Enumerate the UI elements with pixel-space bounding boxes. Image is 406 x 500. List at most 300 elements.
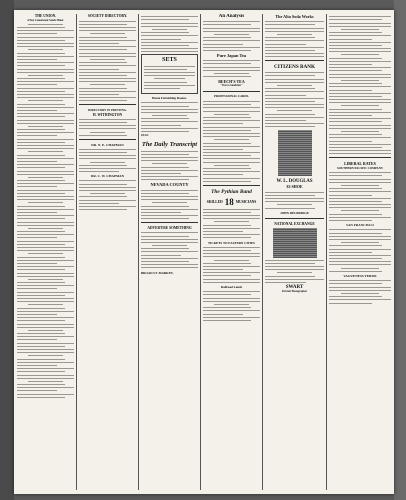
card-text	[79, 119, 136, 136]
text-line	[141, 167, 189, 168]
text-line	[17, 327, 74, 328]
text-line	[17, 241, 74, 242]
photographer-label: Portrait Photographer	[282, 290, 307, 294]
text-line	[28, 279, 62, 280]
text-line	[265, 260, 324, 261]
text-line	[329, 134, 382, 135]
text-line	[203, 256, 260, 257]
text-line	[79, 81, 136, 82]
text-line	[203, 101, 260, 102]
text-line	[329, 217, 391, 218]
text-line	[141, 199, 198, 200]
text-line	[17, 336, 74, 337]
text-line	[265, 104, 324, 105]
text-line	[203, 234, 260, 235]
text-line	[17, 311, 74, 312]
text-line	[17, 346, 65, 347]
text-line	[141, 102, 198, 103]
text-line	[79, 43, 119, 44]
text-line	[214, 221, 248, 222]
ad-text	[141, 102, 198, 132]
text-line	[203, 298, 260, 299]
text-line	[329, 144, 391, 145]
text-line	[144, 85, 195, 86]
text-line	[265, 195, 315, 196]
text-line	[79, 149, 136, 150]
text-line	[17, 257, 65, 258]
text-line	[141, 128, 198, 129]
text-line	[17, 123, 74, 124]
tea-title: Pure Japan Tea	[216, 53, 247, 59]
text-line	[329, 198, 391, 199]
text-line	[79, 56, 136, 57]
text-line	[329, 229, 391, 230]
text-line	[17, 282, 65, 283]
text-line	[203, 215, 260, 216]
ad-text	[329, 280, 391, 303]
text-line	[203, 247, 260, 248]
text-line	[203, 76, 251, 77]
text-line	[329, 23, 391, 24]
text-line	[329, 195, 372, 196]
county-title: NEVADA COUNTY	[150, 182, 189, 188]
text-line	[265, 95, 306, 96]
text-line	[141, 212, 181, 213]
text-line	[265, 192, 324, 193]
sets-ad-title: SETS	[162, 57, 177, 64]
text-line	[277, 85, 312, 86]
text-line	[203, 250, 251, 251]
text-line	[79, 171, 119, 172]
text-line	[17, 285, 74, 286]
text-line	[90, 84, 124, 85]
text-line	[329, 26, 391, 27]
text-line	[17, 247, 74, 248]
text-line	[203, 136, 260, 137]
text-line	[265, 198, 324, 199]
text-line	[17, 62, 74, 63]
text-line	[152, 29, 186, 30]
text-line	[79, 200, 136, 201]
text-line	[141, 176, 198, 177]
text-line	[329, 96, 382, 97]
text-line	[17, 94, 74, 95]
text-line	[17, 292, 74, 293]
card-text	[79, 180, 136, 210]
transcript-title: The Daily Transcript	[141, 141, 198, 149]
text-line	[214, 304, 248, 305]
text-line	[79, 158, 136, 159]
ad-text	[265, 21, 324, 57]
text-line	[203, 127, 260, 128]
text-line	[90, 33, 124, 34]
divider	[265, 218, 324, 219]
text-line	[144, 69, 187, 70]
text-line	[17, 91, 65, 92]
text-line	[17, 88, 74, 89]
text-line	[203, 21, 260, 22]
text-line	[265, 282, 306, 283]
text-line	[214, 260, 248, 261]
liberal-rates-title: LIBERAL RATES	[344, 161, 376, 167]
text-line	[329, 287, 391, 288]
professional-cards-header: PROFESSIONAL CARDS.	[213, 94, 249, 99]
text-line	[17, 215, 74, 216]
column-rule	[76, 14, 77, 490]
text-line	[265, 266, 324, 267]
text-line	[17, 260, 74, 261]
text-line	[214, 114, 248, 115]
text-line	[329, 64, 372, 65]
text-line	[141, 179, 189, 180]
text-line	[329, 39, 372, 40]
text-line	[214, 34, 248, 35]
text-line	[203, 294, 251, 295]
text-line	[17, 97, 74, 98]
swart-name: SWART	[285, 285, 304, 291]
text-line	[17, 155, 65, 156]
text-line	[79, 53, 136, 54]
text-line	[28, 202, 62, 203]
text-line	[17, 120, 74, 121]
text-line	[17, 158, 74, 159]
text-line	[17, 148, 74, 149]
text-line	[17, 288, 57, 289]
text-line	[329, 283, 382, 284]
text-line	[141, 255, 181, 256]
pythian-title: The Pythian Band	[211, 188, 252, 195]
text-line	[329, 42, 391, 43]
text-line	[329, 45, 382, 46]
text-line	[203, 70, 260, 71]
tickets-title: TICKETS TO EASTERN CITIES	[208, 240, 255, 245]
text-line	[203, 225, 251, 226]
column-subhead: A Past Connoisseur Sands Miner.	[27, 18, 64, 22]
text-line	[28, 253, 62, 254]
text-line	[329, 271, 382, 272]
text-line	[17, 314, 57, 315]
text-line	[141, 35, 198, 36]
text-line	[17, 387, 74, 388]
text-line	[265, 120, 306, 121]
text-line	[329, 102, 391, 103]
text-line	[17, 167, 65, 168]
text-line	[79, 40, 136, 41]
text-line	[265, 75, 315, 76]
text-line	[28, 355, 62, 356]
analysis-title: An Analysis	[218, 14, 245, 19]
text-line	[203, 28, 260, 29]
text-line	[17, 225, 74, 226]
text-line	[17, 81, 74, 82]
national-exchange-title: NATIONAL EXCHANGE	[274, 221, 315, 226]
text-line	[265, 88, 315, 89]
text-line	[203, 307, 251, 308]
text-line	[329, 83, 382, 84]
text-line	[28, 228, 62, 229]
text-line	[17, 362, 74, 363]
text-line	[329, 109, 382, 110]
ad-text	[203, 21, 260, 51]
text-line	[141, 206, 189, 207]
delbridge-name: JOHN DELBRIDGE	[280, 210, 309, 215]
text-line	[141, 218, 189, 219]
citizens-bank-title: CITIZENS BANK	[273, 64, 316, 71]
text-line	[79, 88, 127, 89]
text-line	[90, 59, 124, 60]
railroad-lands-title: Railroad Lands	[220, 285, 243, 290]
text-line	[265, 47, 324, 48]
text-line	[341, 80, 378, 81]
text-line	[265, 79, 324, 80]
text-line	[28, 177, 62, 178]
text-line	[203, 133, 260, 134]
text-line	[17, 110, 57, 111]
text-line	[265, 269, 324, 270]
text-line	[79, 168, 136, 169]
text-line	[17, 199, 74, 200]
text-line	[17, 129, 65, 130]
text-line	[17, 266, 74, 267]
left-margin-backdrop	[0, 0, 14, 500]
text-line	[28, 49, 62, 50]
text-line	[341, 268, 378, 269]
society-directory-header: SOCIETY DIRECTORY.	[87, 14, 128, 18]
text-line	[329, 67, 391, 68]
text-line	[329, 32, 382, 33]
ad-text	[329, 229, 391, 271]
divider	[265, 60, 324, 61]
text-line	[203, 171, 260, 172]
text-line	[141, 157, 198, 158]
text-line	[329, 115, 372, 116]
directory-list	[79, 21, 136, 102]
text-line	[265, 44, 306, 45]
text-line	[141, 264, 198, 265]
card-text	[79, 149, 136, 172]
text-line	[152, 245, 186, 246]
skilled-musicians-banner	[203, 197, 260, 207]
text-line	[17, 237, 57, 238]
text-line	[17, 394, 74, 395]
text-line	[17, 46, 74, 47]
ad-text	[203, 101, 260, 182]
text-line	[141, 109, 198, 110]
text-line	[329, 61, 391, 62]
text-line	[329, 70, 382, 71]
text-line	[28, 24, 62, 25]
text-line	[265, 101, 315, 102]
text-line	[79, 135, 127, 136]
text-line	[152, 115, 186, 116]
text-line	[329, 236, 391, 237]
text-line	[265, 98, 324, 99]
text-line	[17, 317, 74, 318]
text-line	[17, 53, 65, 54]
column-6	[329, 14, 391, 490]
douglas-name: W. L. DOUGLAS	[276, 179, 313, 185]
text-line	[203, 275, 251, 276]
text-line	[17, 135, 57, 136]
ad-text	[144, 66, 195, 89]
text-line	[17, 84, 57, 85]
advertise-footer: ADVERTISE SOMETHING	[147, 226, 192, 231]
divider	[203, 91, 260, 92]
text-line	[329, 99, 391, 100]
text-line	[214, 73, 248, 74]
text-line	[141, 251, 198, 252]
text-line	[329, 255, 391, 256]
text-line	[17, 218, 65, 219]
text-line	[17, 231, 65, 232]
text-line	[17, 212, 57, 213]
ad-text	[265, 192, 324, 209]
text-line	[203, 107, 260, 108]
body-text-block	[141, 16, 198, 52]
ad-text	[265, 260, 324, 283]
text-line	[203, 63, 251, 64]
text-line	[17, 263, 57, 264]
text-line	[17, 27, 65, 28]
text-line	[79, 49, 127, 50]
text-line	[329, 233, 382, 234]
text-line	[17, 72, 74, 73]
text-line	[17, 132, 74, 133]
text-line	[79, 65, 136, 66]
vagueness-title: VAGUENESS TERMS	[343, 274, 377, 279]
ad-text	[141, 151, 198, 181]
text-line	[17, 142, 65, 143]
text-line	[203, 146, 260, 147]
text-line	[265, 126, 315, 127]
divider	[141, 222, 198, 223]
text-line	[28, 151, 62, 152]
text-line	[203, 317, 260, 318]
text-line	[17, 222, 74, 223]
text-line	[17, 384, 65, 385]
text-line	[90, 132, 124, 133]
text-line	[79, 152, 127, 153]
divider	[79, 139, 136, 140]
text-line	[329, 118, 391, 119]
text-line	[141, 232, 198, 233]
text-line	[17, 180, 65, 181]
text-line	[329, 239, 391, 240]
ad-text	[329, 172, 391, 221]
text-line	[203, 314, 243, 315]
text-line	[17, 171, 74, 172]
text-line	[203, 231, 243, 232]
column-3	[141, 14, 198, 490]
text-line	[341, 293, 378, 294]
text-line	[141, 23, 198, 24]
text-line	[79, 94, 119, 95]
text-line	[141, 51, 198, 52]
text-line	[203, 279, 260, 280]
douglas-shoe: $3 SHOE	[286, 184, 303, 190]
text-line	[17, 343, 74, 344]
column-rule	[262, 14, 263, 490]
read-label: READ	[141, 134, 149, 138]
tea-subtitle: "Tree to Sundried."	[220, 84, 243, 88]
text-line	[79, 184, 127, 185]
text-line	[17, 43, 74, 44]
text-line	[277, 204, 312, 205]
text-line	[152, 163, 186, 164]
text-line	[141, 267, 198, 268]
text-line	[17, 368, 74, 369]
text-line	[203, 174, 243, 175]
text-line	[79, 27, 136, 28]
text-line	[79, 196, 127, 197]
alta-soda-title: The Alta Soda Works	[275, 14, 314, 19]
text-line	[17, 269, 65, 270]
text-line	[17, 250, 74, 251]
text-line	[203, 120, 260, 121]
text-line	[144, 82, 187, 83]
text-line	[203, 37, 251, 38]
text-line	[17, 273, 74, 274]
text-line	[152, 202, 186, 203]
text-line	[265, 123, 324, 124]
text-line	[341, 185, 378, 186]
text-line	[28, 126, 62, 127]
furnishing-ad-title: Home Furnishing Rooms.	[152, 96, 187, 101]
body-text-block	[17, 24, 74, 398]
text-line	[203, 272, 260, 273]
text-line	[144, 75, 195, 76]
text-line	[329, 201, 382, 202]
text-line	[341, 29, 378, 30]
text-line	[329, 214, 382, 215]
text-line	[203, 60, 260, 61]
column-rule	[200, 14, 201, 490]
text-line	[203, 149, 243, 150]
text-line	[17, 378, 74, 379]
text-line	[329, 112, 391, 113]
ad-text	[141, 190, 198, 220]
text-line	[17, 244, 65, 245]
text-line	[141, 193, 189, 194]
text-line	[329, 77, 391, 78]
text-line	[144, 88, 180, 89]
text-line	[17, 301, 74, 302]
text-line	[329, 280, 391, 281]
text-line	[329, 245, 382, 246]
text-line	[144, 72, 195, 73]
text-line	[17, 320, 65, 321]
text-line	[141, 125, 181, 126]
text-line	[329, 58, 382, 59]
chapman-card: DR. N. E. CHAPMAN	[91, 142, 124, 147]
text-line	[265, 91, 324, 92]
text-line	[265, 21, 324, 22]
text-line	[329, 204, 391, 205]
text-line	[329, 220, 372, 221]
divider	[79, 104, 136, 105]
text-line	[144, 66, 195, 67]
divider	[329, 157, 391, 158]
text-line	[17, 37, 74, 38]
text-line	[79, 62, 127, 63]
text-line	[79, 46, 136, 47]
san-francisco-title: SAN FRANCISCO	[346, 223, 374, 228]
text-line	[203, 50, 251, 51]
text-line	[329, 121, 382, 122]
text-line	[141, 258, 198, 259]
text-line	[141, 39, 181, 40]
text-line	[17, 59, 57, 60]
